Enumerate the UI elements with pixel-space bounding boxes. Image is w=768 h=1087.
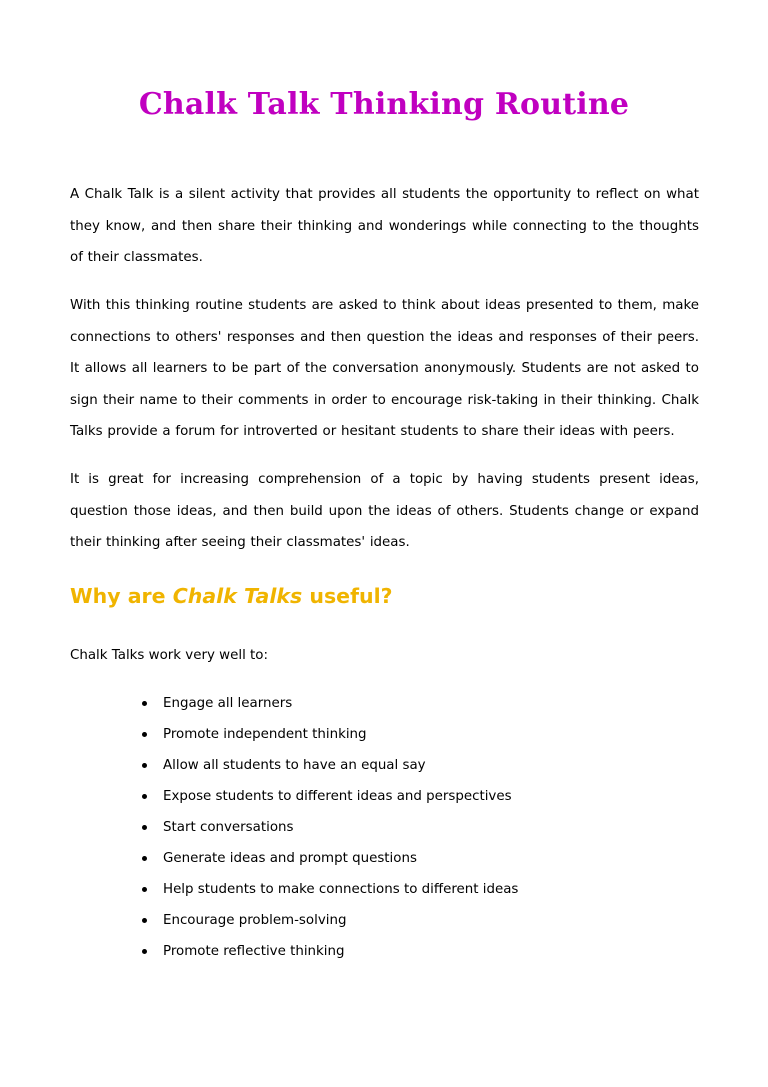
list-item-text: Help students to make connections to different ideas bbox=[163, 882, 519, 897]
paragraph-routine: With this thinking routine students are asked to think about ideas presented to them, make connections to others' responses and then question the ideas and responses of their peers. It allows all learners to be part of the conversation anonymously. Students are not asked to sign their name to their comments in order to encourage risk-taking in their thinking. Chalk Talks provide a forum for introverted or hesitant students to share their ideas with peers. bbox=[70, 298, 699, 439]
bullet-icon bbox=[142, 701, 147, 706]
list-item bbox=[130, 719, 518, 750]
section-heading-emphasis: Chalk Talks bbox=[172, 584, 303, 608]
list-item bbox=[130, 936, 518, 967]
paragraph-intro: A Chalk Talk is a silent activity that provides all students the opportunity to reflect on what they know, and then share their thinking and wonderings while connecting to the thoughts of their classmates. bbox=[70, 187, 699, 265]
list-item bbox=[130, 874, 518, 905]
benefits-list bbox=[130, 688, 518, 967]
bullet-icon bbox=[142, 887, 147, 892]
paragraph-comprehension: It is great for increasing comprehension of a topic by having students present ideas, question those ideas, and then build upon the ideas of others. Students change or expand their thinking after seeing their classmates' ideas. bbox=[70, 472, 699, 550]
list-item bbox=[130, 812, 518, 843]
section-heading bbox=[70, 576, 393, 616]
bullet-icon bbox=[142, 732, 147, 737]
list-item-text: Generate ideas and prompt questions bbox=[163, 851, 417, 866]
list-item-text: Promote reflective thinking bbox=[163, 944, 345, 959]
bullet-icon bbox=[142, 794, 147, 799]
list-item-text: Allow all students to have an equal say bbox=[163, 758, 426, 773]
list-item-text: Expose students to different ideas and perspectives bbox=[163, 789, 512, 804]
section-heading-before: Why are bbox=[70, 584, 173, 608]
bullet-icon bbox=[142, 918, 147, 923]
list-item-text: Engage all learners bbox=[163, 696, 293, 711]
bullet-icon bbox=[142, 949, 147, 954]
list-intro: Chalk Talks work very well to: bbox=[70, 648, 269, 663]
list-item-text: Encourage problem-solving bbox=[163, 913, 347, 928]
list-item-text: Start conversations bbox=[163, 820, 294, 835]
list-item bbox=[130, 750, 518, 781]
list-item bbox=[130, 843, 518, 874]
section-heading-after: useful? bbox=[302, 584, 393, 608]
bullet-icon bbox=[142, 856, 147, 861]
page-title: Chalk Talk Thinking Routine bbox=[138, 87, 630, 122]
bullet-icon bbox=[142, 825, 147, 830]
bullet-icon bbox=[142, 763, 147, 768]
list-item-text: Promote independent thinking bbox=[163, 727, 367, 742]
list-item bbox=[130, 781, 518, 812]
list-item bbox=[130, 905, 518, 936]
list-item bbox=[130, 688, 518, 719]
